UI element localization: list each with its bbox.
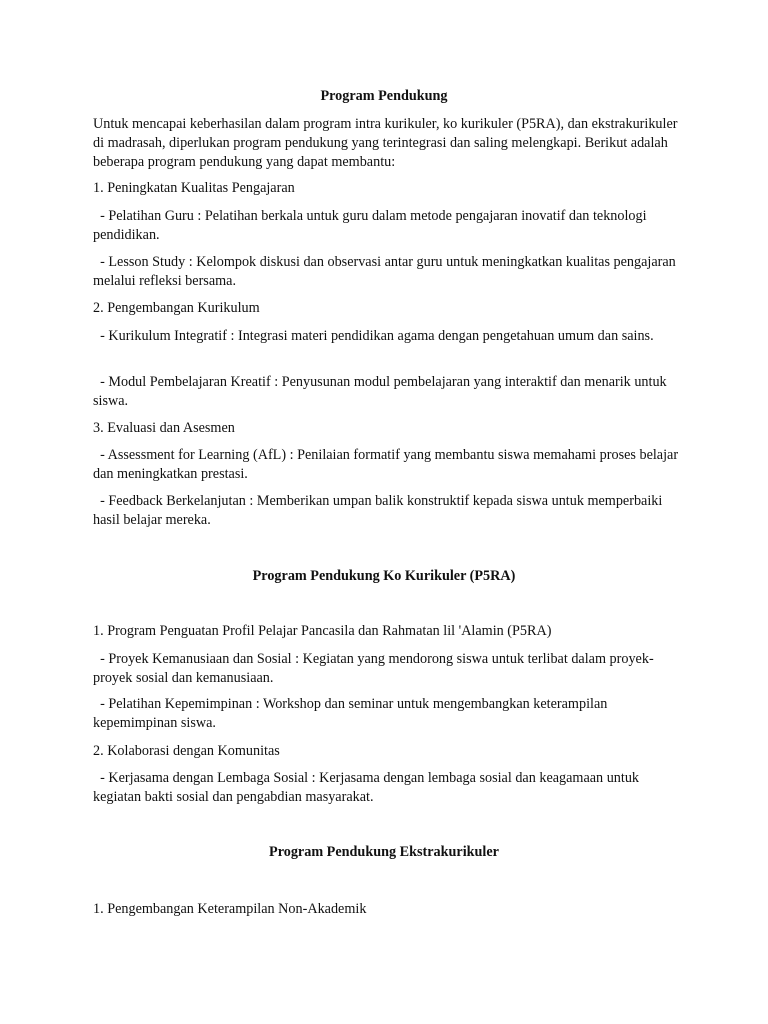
document-title: Program Pendukung [320,88,448,104]
section2-item1-bullet2: - Pelatihan Kepemimpinan : Workshop dan seminar untuk mengembangkan keterampilan kepemimpinan siswa. [93,696,608,731]
section1-item3: 3. Evaluasi dan Asesmen [93,420,235,436]
section1-item2: 2. Pengembangan Kurikulum [93,300,260,316]
intro-paragraph: Untuk mencapai keberhasilan dalam program intra kurikuler, ko kurikuler (P5RA), dan ekstrakurikuler di madrasah, diperlukan program pendukung yang terintegrasi dan saling melengkapi. Berikut adalah beberapa program pendukung yang dapat membantu: [93,116,678,170]
section1-item1: 1. Peningkatan Kualitas Pengajaran [93,180,295,196]
section3-item1: 1. Pengembangan Keterampilan Non-Akademik [93,901,367,917]
section2-item2: 2. Kolaborasi dengan Komunitas [93,743,280,759]
section1-item3-bullet1: - Assessment for Learning (AfL) : Penilaian formatif yang membantu siswa memahami proses belajar dan meningkatkan prestasi. [93,447,679,482]
section1-item2-bullet2: - Modul Pembelajaran Kreatif : Penyusunan modul pembelajaran yang interaktif dan menarik untuk siswa. [93,374,667,409]
section1-item1-bullet2: - Lesson Study : Kelompok diskusi dan observasi antar guru untuk meningkatkan kualitas pengajaran melalui refleksi bersama. [93,254,676,289]
section1-item3-bullet2: - Feedback Berkelanjutan : Memberikan umpan balik konstruktif kepada siswa untuk memperbaiki hasil belajar mereka. [93,493,663,528]
section3-heading: Program Pendukung Ekstrakurikuler [269,844,499,860]
section1-item2-bullet1: - Kurikulum Integratif : Integrasi materi pendidikan agama dengan pengetahuan umum dan sains. [100,328,654,344]
section2-item1-bullet1: - Proyek Kemanusiaan dan Sosial : Kegiatan yang mendorong siswa untuk terlibat dalam proyek-proyek sosial dan kemanusiaan. [93,651,654,686]
section2-item1: 1. Program Penguatan Profil Pelajar Pancasila dan Rahmatan lil 'Alamin (P5RA) [93,623,552,639]
section2-heading: Program Pendukung Ko Kurikuler (P5RA) [252,568,516,584]
section1-item1-bullet1: - Pelatihan Guru : Pelatihan berkala untuk guru dalam metode pengajaran inovatif dan teknologi pendidikan. [93,208,647,243]
section2-item2-bullet1: - Kerjasama dengan Lembaga Sosial : Kerjasama dengan lembaga sosial dan keagamaan untuk kegiatan bakti sosial dan pengabdian masyarakat. [93,770,640,805]
